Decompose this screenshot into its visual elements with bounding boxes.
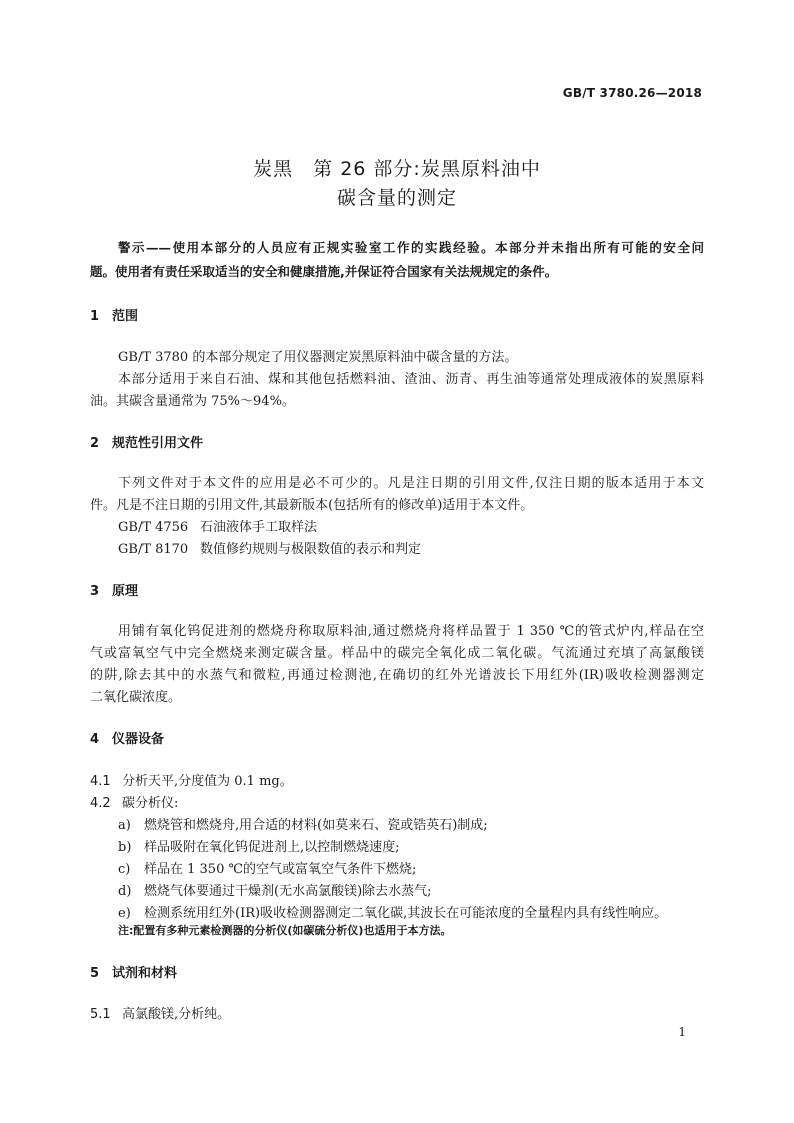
section-title: 规范性引用文件 [112, 436, 204, 451]
section-2-paragraph-line1: 下列文件对于本文件的应用是必不可少的。凡是注日期的引用文件,仅注日期的版本适用于本文 [118, 476, 704, 491]
section-1-paragraph-2-line1: 本部分适用于来自石油、煤和其他包括燃料油、渣油、沥青、再生油等通常处理成液体的炭黑原料 [118, 372, 704, 387]
list-item-label: c) [118, 862, 131, 877]
section-1-paragraph-1: GB/T 3780 的本部分规定了用仪器测定炭黑原料油中碳含量的方法。 [118, 350, 518, 365]
clause-4-1 [90, 770, 293, 789]
section-2-paragraph-line2: 件。凡是不注日期的引用文件,其最新版本(包括所有的修改单)适用于本文件。 [90, 498, 534, 513]
clause-5-1 [90, 1003, 230, 1022]
section-number: 1 [90, 309, 100, 324]
clause-text: 高氯酸镁,分析纯。 [122, 1007, 231, 1022]
section-3-heading [90, 580, 138, 599]
section-3-line2: 气或富氧空气中完全燃烧来测定碳含量。样品中的碳完全氧化成二氧化碳。气流通过充填了高氯酸镁 [90, 646, 704, 661]
list-item-text: 样品吸附在氧化钨促进剂上,以控制燃烧速度; [144, 840, 400, 855]
clause-number: 4.2 [90, 796, 111, 811]
section-number: 3 [90, 584, 100, 599]
list-item-label: a) [118, 818, 131, 833]
warning-line2: 题。使用者有责任采取适当的安全和健康措施,并保证符合国家有关法规规定的条件。 [90, 264, 558, 279]
section-title: 试剂和材料 [112, 966, 178, 981]
section-title: 仪器设备 [112, 732, 165, 747]
list-item-label: e) [118, 906, 131, 921]
list-item-text: 燃烧气体要通过干燥剂(无水高氯酸镁)除去水蒸气; [144, 884, 432, 899]
clause-text: 碳分析仪: [122, 796, 179, 811]
section-1-heading [90, 305, 138, 324]
clause-4-2 [90, 792, 178, 811]
section-number: 5 [90, 966, 100, 981]
reference-code: GB/T 8170 [118, 542, 189, 557]
list-item-text: 检测系统用红外(IR)吸收检测器测定二氧化碳,其波长在可能浓度的全量程内具有线性响应。 [144, 906, 668, 921]
reference-item [118, 538, 421, 557]
standard-number: GB/T 3780.26—2018 [562, 86, 702, 100]
section-3-line1: 用铺有氧化钨促进剂的燃烧舟称取原料油,通过燃烧舟将样品置于 1 350 ℃的管式炉内,样品在空 [118, 624, 704, 639]
list-item-label: d) [118, 884, 132, 899]
section-2-heading [90, 432, 203, 451]
clause-number: 5.1 [90, 1007, 111, 1022]
list-item [118, 902, 667, 921]
section-title: 范围 [112, 309, 139, 324]
list-item [118, 836, 400, 855]
clause-number: 4.1 [90, 774, 111, 789]
section-4-heading [90, 728, 164, 747]
section-3-line3: 的阱,除去其中的水蒸气和微粒,再通过检测池,在确切的红外光谱波长下用红外(IR)吸收检测器测定 [90, 668, 704, 683]
list-item [118, 880, 432, 899]
note: 注:配置有多种元素检测器的分析仪(如碳硫分析仪)也适用于本方法。 [118, 924, 452, 937]
reference-title: 石油液体手工取样法 [200, 520, 318, 535]
warning-line1: 警示——使用本部分的人员应有正规实验室工作的实践经验。本部分并未指出所有可能的安全问 [118, 240, 704, 255]
list-item [118, 858, 416, 877]
list-item-text: 样品在 1 350 ℃的空气或富氧空气条件下燃烧; [144, 862, 417, 877]
clause-text: 分析天平,分度值为 0.1 mg。 [122, 774, 293, 789]
section-number: 2 [90, 436, 100, 451]
list-item-text: 燃烧管和燃烧舟,用合适的材料(如莫来石、瓷或锆英石)制成; [144, 818, 488, 833]
document-title-line2: 碳含量的测定 [336, 187, 457, 209]
section-title: 原理 [112, 584, 139, 599]
reference-title: 数值修约规则与极限数值的表示和判定 [200, 542, 422, 557]
list-item [118, 814, 488, 833]
section-3-line4: 二氧化碳浓度。 [90, 690, 182, 705]
section-5-heading [90, 962, 177, 981]
page-number: 1 [678, 1025, 686, 1039]
section-1-paragraph-2-line2: 油。其碳含量通常为 75%～94%。 [90, 394, 295, 409]
list-item-label: b) [118, 840, 132, 855]
reference-code: GB/T 4756 [118, 520, 189, 535]
reference-item [118, 516, 317, 535]
document-title-line1: 炭黑 第 26 部分:炭黑原料油中 [253, 158, 541, 180]
section-number: 4 [90, 732, 100, 747]
